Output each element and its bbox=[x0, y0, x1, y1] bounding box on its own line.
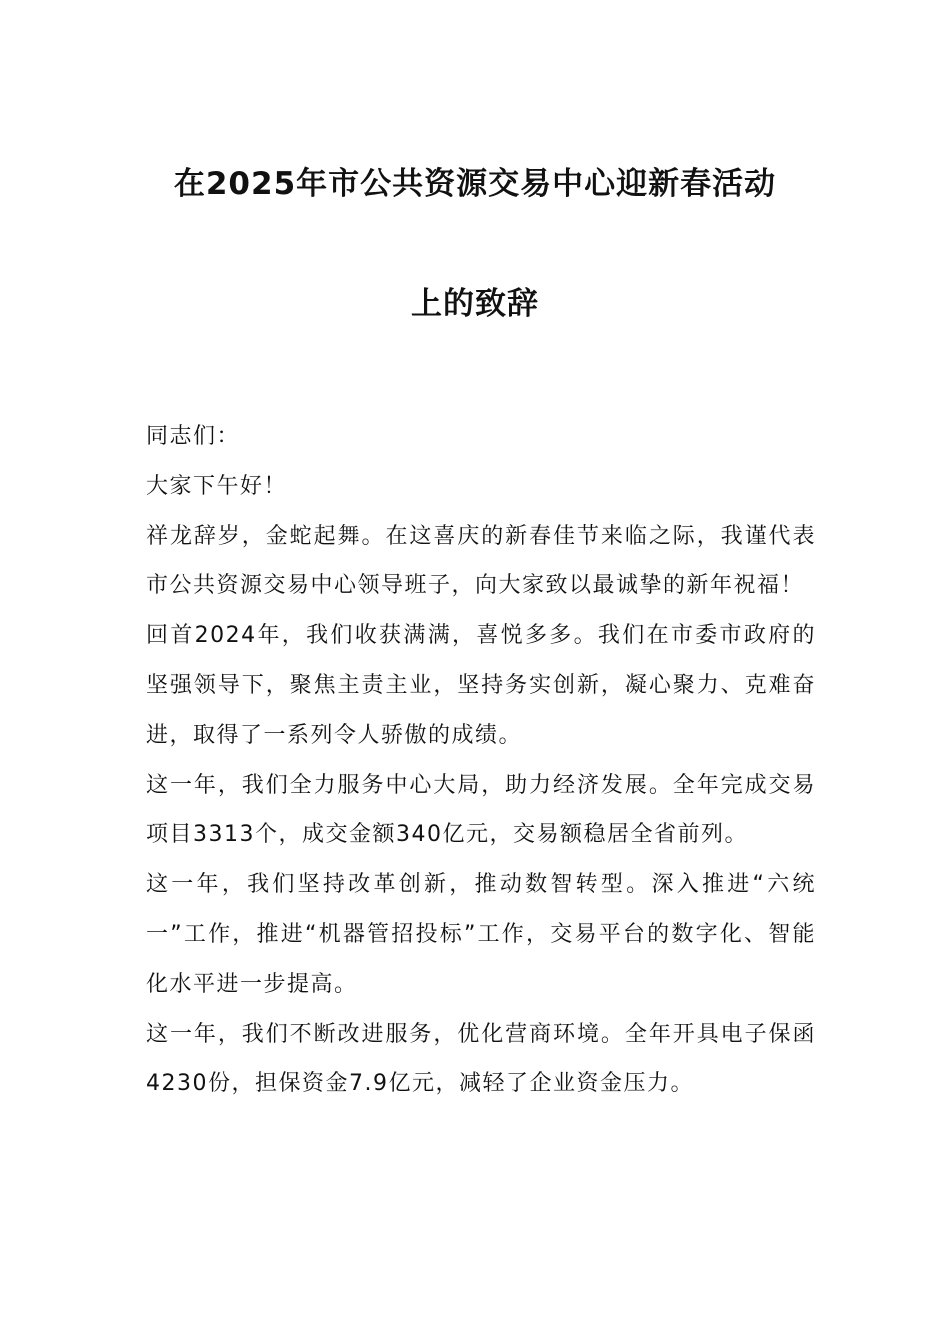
paragraph: 这一年，我们坚持改革创新，推动数智转型。深入推进“六统一”工作，推进“机器管招投标”工作，交易平台的数字化、智能化水平进一步提高。 bbox=[146, 872, 816, 997]
salutation: 同志们： bbox=[146, 424, 241, 449]
document-title-line-2: 上的致辞 bbox=[411, 286, 539, 322]
paragraph: 这一年，我们不断改进服务，优化营商环境。全年开具电子保函4230份，担保资金7.9亿元，减轻了企业资金压力。 bbox=[146, 1021, 816, 1097]
paragraph: 这一年，我们全力服务中心大局，助力经济发展。全年完成交易项目3313个，成交金额340亿元，交易额稳居全省前列。 bbox=[146, 772, 816, 848]
greeting: 大家下午好！ bbox=[146, 473, 288, 499]
document-title-line-1: 在2025年市公共资源交易中心迎新春活动 bbox=[173, 166, 777, 202]
document-body bbox=[146, 412, 816, 1109]
paragraph: 回首2024年，我们收获满满，喜悦多多。我们在市委市政府的坚强领导下，聚焦主责主业，坚持务实创新，凝心聚力、克难奋进，取得了一系列令人骄傲的成绩。 bbox=[146, 623, 816, 748]
paragraph: 祥龙辞岁，金蛇起舞。在这喜庆的新春佳节来临之际，我谨代表市公共资源交易中心领导班子，向大家致以最诚挚的新年祝福！ bbox=[146, 523, 816, 599]
